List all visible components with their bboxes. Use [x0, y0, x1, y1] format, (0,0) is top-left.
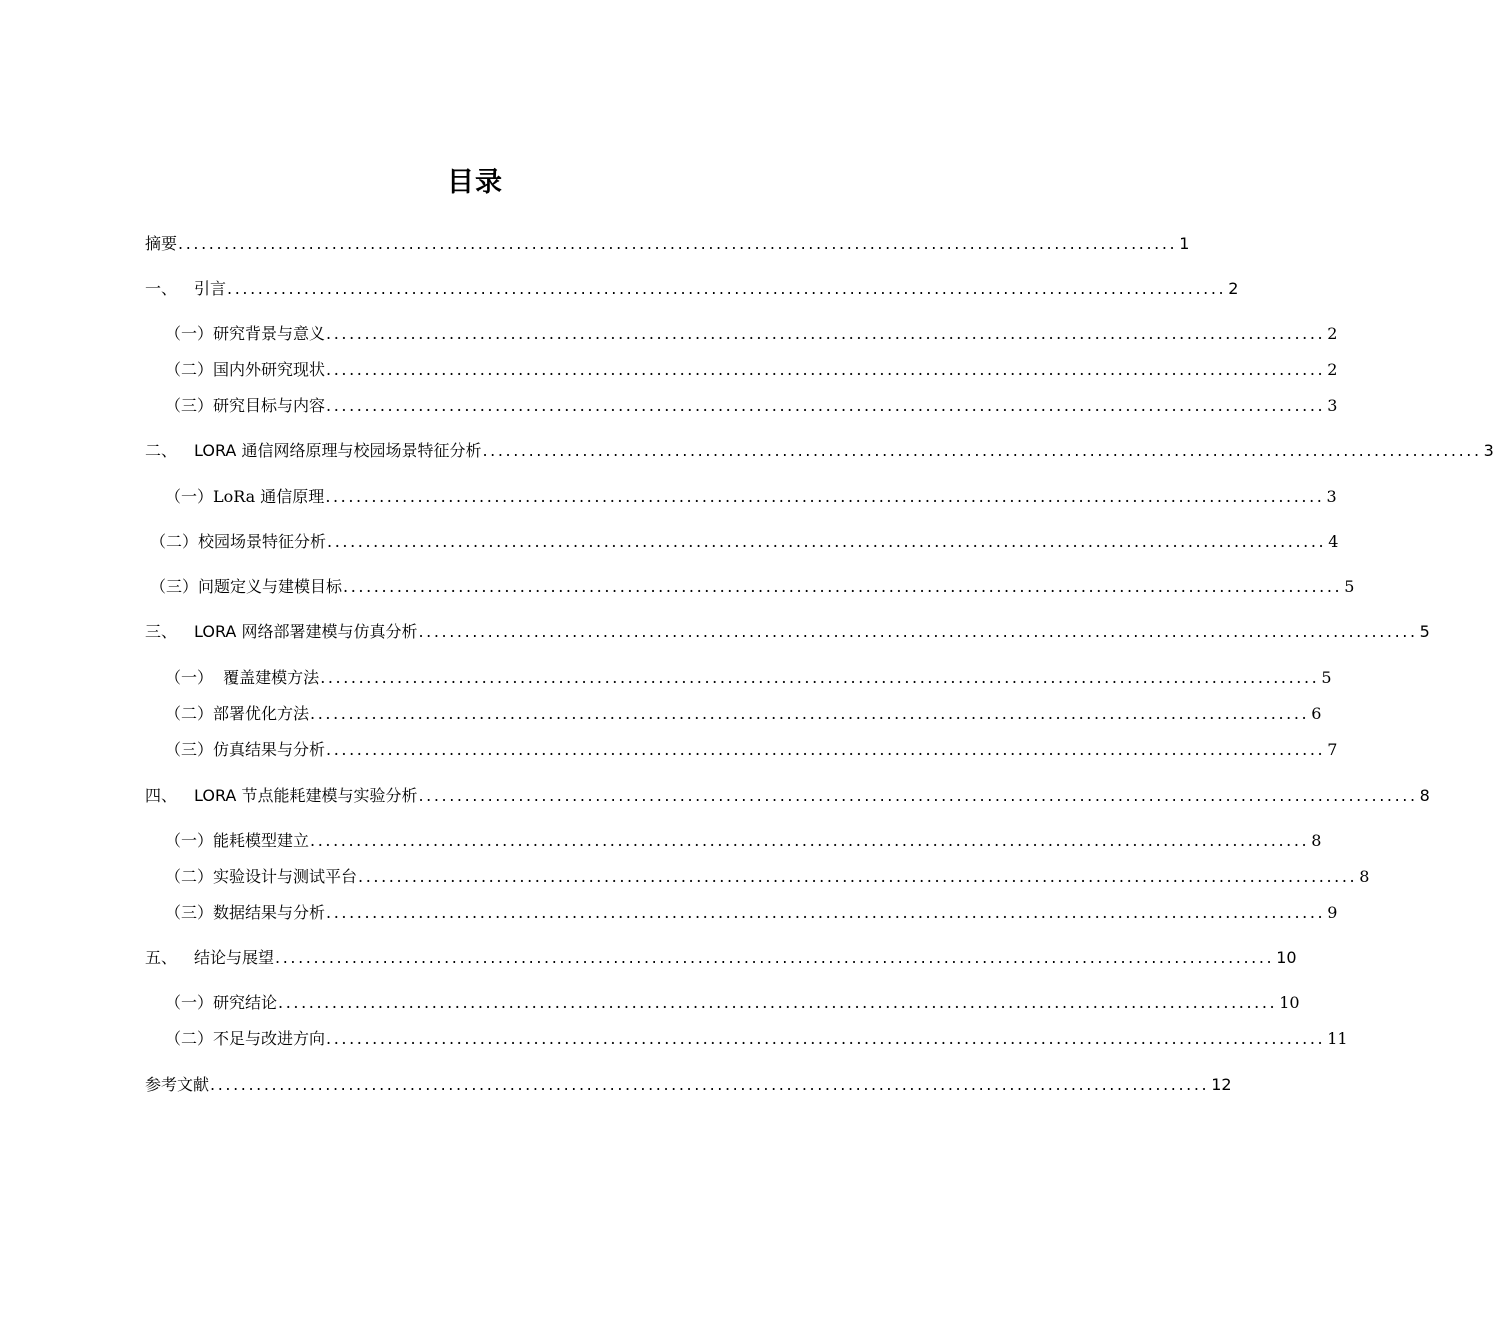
- dot-leader: ..................................................................................................................................: [278, 993, 1278, 1012]
- toc-entry-abstract[interactable]: [145, 232, 1190, 256]
- dot-leader: ..................................................................................................................................: [326, 396, 1326, 415]
- dot-leader: ..................................................................................................................................: [326, 324, 1326, 343]
- toc-entry-section-4-1[interactable]: [165, 829, 1322, 853]
- toc-entry-chapter-3[interactable]: [145, 620, 1430, 644]
- toc-entry-label: （二）校园场景特征分析: [150, 532, 327, 551]
- dot-leader: ..................................................................................................................................: [327, 532, 1327, 551]
- chapter-number: 四、: [145, 786, 178, 805]
- toc-entry-label: （一）能耗模型建立: [165, 831, 310, 850]
- toc-page-number: 3: [1326, 487, 1337, 506]
- toc-entry-label: （一）研究结论: [165, 993, 278, 1012]
- toc-page-number: 5: [1321, 668, 1332, 687]
- toc-entry-label: （三）数据结果与分析: [165, 903, 326, 922]
- toc-entry-label: LORA 通信网络原理与校园场景特征分析: [194, 441, 482, 460]
- dot-leader: ..................................................................................................................................: [343, 577, 1343, 596]
- toc-entry-label: （三）仿真结果与分析: [165, 740, 326, 759]
- toc-entry-section-2-2[interactable]: [150, 530, 1339, 554]
- toc-entry-label: （二）不足与改进方向: [165, 1029, 326, 1048]
- toc-page-number: 1: [1179, 234, 1190, 253]
- dot-leader: ..................................................................................................................................: [325, 487, 1325, 506]
- toc-entry-section-2-3[interactable]: [150, 575, 1355, 599]
- toc-entry-section-3-2[interactable]: [165, 702, 1322, 726]
- toc-page-number: 11: [1327, 1029, 1348, 1048]
- toc-page-number: 2: [1327, 360, 1338, 379]
- toc-entry-label: （三）问题定义与建模目标: [150, 577, 343, 596]
- toc-entry-label: （二）部署优化方法: [165, 704, 310, 723]
- toc-entry-label: （一）研究背景与意义: [165, 324, 326, 343]
- toc-page-number: 3: [1483, 441, 1494, 460]
- chapter-number: 一、: [145, 279, 178, 298]
- toc-page-number: 10: [1276, 948, 1297, 967]
- dot-leader: ..................................................................................................................................: [326, 360, 1326, 379]
- chapter-number: 五、: [145, 948, 178, 967]
- toc-entry-label: （二）实验设计与测试平台: [165, 867, 358, 886]
- toc-entry-section-3-1[interactable]: [165, 666, 1332, 690]
- toc-page-number: 7: [1327, 740, 1338, 759]
- toc-entry-section-5-1[interactable]: [165, 991, 1300, 1015]
- toc-page-number: 2: [1327, 324, 1338, 343]
- toc-entry-section-1-1[interactable]: [165, 322, 1338, 346]
- toc-entry-label: （一） 覆盖建模方法: [165, 668, 320, 687]
- dot-leader: ..................................................................................................................................: [210, 1075, 1210, 1094]
- chapter-number: 二、: [145, 441, 178, 460]
- chapter-number: 三、: [145, 622, 178, 641]
- toc-entry-section-2-1[interactable]: [165, 485, 1337, 509]
- dot-leader: ..................................................................................................................................: [227, 279, 1227, 298]
- toc-entry-section-3-3[interactable]: [165, 738, 1338, 762]
- dot-leader: ..................................................................................................................................: [320, 668, 1320, 687]
- dot-leader: ..................................................................................................................................: [418, 622, 1418, 641]
- toc-page-number: 12: [1211, 1075, 1232, 1094]
- toc-page-number: 5: [1344, 577, 1355, 596]
- toc-entry-section-4-3[interactable]: [165, 901, 1338, 925]
- toc-entry-section-1-2[interactable]: [165, 358, 1338, 382]
- dot-leader: ..................................................................................................................................: [310, 831, 1310, 850]
- toc-entry-label: 引言: [194, 279, 227, 298]
- toc-entry-label: 结论与展望: [194, 948, 275, 967]
- toc-page-number: 3: [1327, 396, 1338, 415]
- toc-entry-references[interactable]: [145, 1073, 1232, 1097]
- toc-entry-section-5-2[interactable]: [165, 1027, 1348, 1051]
- toc-page-number: 8: [1359, 867, 1370, 886]
- toc-entry-label: LORA 节点能耗建模与实验分析: [194, 786, 418, 805]
- dot-leader: ..................................................................................................................................: [326, 740, 1326, 759]
- toc-page-number: 8: [1419, 786, 1430, 805]
- toc-page-number: 2: [1228, 279, 1239, 298]
- toc-page-number: 9: [1327, 903, 1338, 922]
- toc-entry-label: LORA 网络部署建模与仿真分析: [194, 622, 418, 641]
- toc-entry-label: （一）LoRa 通信原理: [165, 487, 325, 506]
- dot-leader: ..................................................................................................................................: [326, 1029, 1326, 1048]
- toc-entry-chapter-1[interactable]: [145, 277, 1239, 301]
- toc-entry-section-4-2[interactable]: [165, 865, 1370, 889]
- toc-page-number: 10: [1279, 993, 1300, 1012]
- toc-page-number: 4: [1328, 532, 1339, 551]
- dot-leader: ..................................................................................................................................: [310, 704, 1310, 723]
- toc-entry-label: （二）国内外研究现状: [165, 360, 326, 379]
- dot-leader: ..................................................................................................................................: [326, 903, 1326, 922]
- dot-leader: ..................................................................................................................................: [358, 867, 1358, 886]
- toc-entry-chapter-5[interactable]: [145, 946, 1297, 970]
- dot-leader: ..................................................................................................................................: [178, 234, 1178, 253]
- page-title: 目录: [447, 167, 503, 198]
- dot-leader: ..................................................................................................................................: [275, 948, 1275, 967]
- toc-entry-label: （三）研究目标与内容: [165, 396, 326, 415]
- dot-leader: ..................................................................................................................................: [418, 786, 1418, 805]
- toc-entry-label: 摘要: [145, 234, 178, 253]
- dot-leader: ..................................................................................................................................: [482, 441, 1482, 460]
- toc-page-number: 6: [1311, 704, 1322, 723]
- toc-entry-chapter-4[interactable]: [145, 784, 1430, 808]
- toc-page-number: 5: [1419, 622, 1430, 641]
- toc-entry-section-1-3[interactable]: [165, 394, 1338, 418]
- toc-page-number: 8: [1311, 831, 1322, 850]
- toc-entry-chapter-2[interactable]: [145, 439, 1494, 463]
- toc-entry-label: 参考文献: [145, 1075, 210, 1094]
